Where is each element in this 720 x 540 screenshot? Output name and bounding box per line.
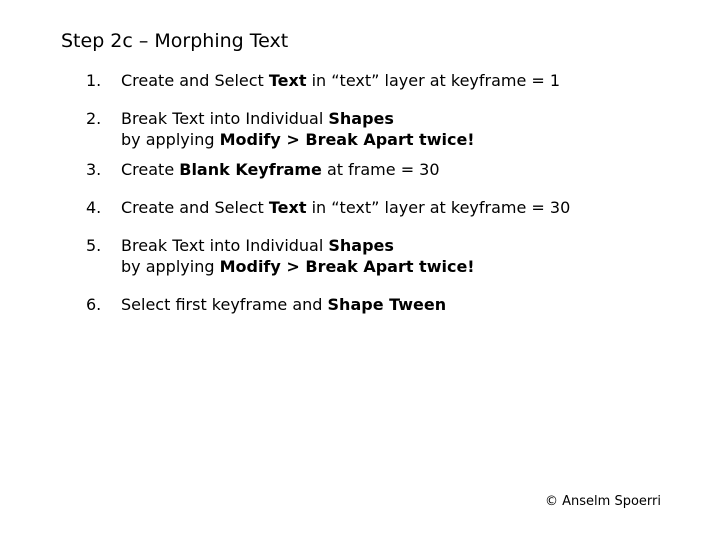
step-text-bold: Shape Tween bbox=[327, 295, 447, 314]
step-line bbox=[121, 197, 570, 218]
step-text bbox=[121, 159, 440, 180]
step-text-bold: Shapes bbox=[328, 236, 394, 255]
step-number: 2. bbox=[86, 109, 102, 128]
step-line bbox=[121, 256, 475, 277]
step-text bbox=[121, 108, 475, 150]
step-text-plain: in “text” layer at keyframe = 1 bbox=[306, 71, 561, 90]
step-text-plain: Create and Select bbox=[121, 198, 269, 217]
step-text-plain: by applying bbox=[121, 257, 220, 276]
step-text-plain: Create bbox=[121, 160, 180, 179]
step-text-plain: at frame = 30 bbox=[321, 160, 440, 179]
step-text-bold: Shapes bbox=[328, 109, 394, 128]
step-line bbox=[121, 159, 440, 180]
step-text-bold: Text bbox=[268, 71, 307, 90]
step-line bbox=[121, 294, 446, 315]
step-text bbox=[121, 294, 446, 315]
step-text-bold: Modify > Break Apart twice! bbox=[219, 257, 475, 276]
step-text bbox=[121, 235, 475, 277]
step-text-plain: by applying bbox=[121, 130, 220, 149]
step-text-plain: Create and Select bbox=[121, 71, 269, 90]
step-text bbox=[121, 197, 570, 218]
step-line bbox=[121, 235, 475, 256]
step-text-bold: Blank Keyframe bbox=[179, 160, 322, 179]
step-number: 6. bbox=[86, 295, 102, 314]
step-line bbox=[121, 108, 475, 129]
step-line bbox=[121, 129, 475, 150]
step-number: 5. bbox=[86, 236, 102, 255]
step-number: 3. bbox=[86, 160, 102, 179]
copyright-footer: © Anselm Spoerri bbox=[545, 494, 661, 509]
step-text-bold: Text bbox=[268, 198, 307, 217]
slide-title: Step 2c – Morphing Text bbox=[61, 30, 289, 52]
step-text bbox=[121, 70, 560, 91]
step-number: 4. bbox=[86, 198, 102, 217]
step-text-plain: Break Text into Individual bbox=[121, 109, 329, 128]
step-text-bold: Modify > Break Apart twice! bbox=[219, 130, 475, 149]
step-text-plain: Select first keyframe and bbox=[121, 295, 328, 314]
step-number: 1. bbox=[86, 71, 102, 90]
step-text-plain: in “text” layer at keyframe = 30 bbox=[306, 198, 571, 217]
step-text-plain: Break Text into Individual bbox=[121, 236, 329, 255]
step-line bbox=[121, 70, 560, 91]
